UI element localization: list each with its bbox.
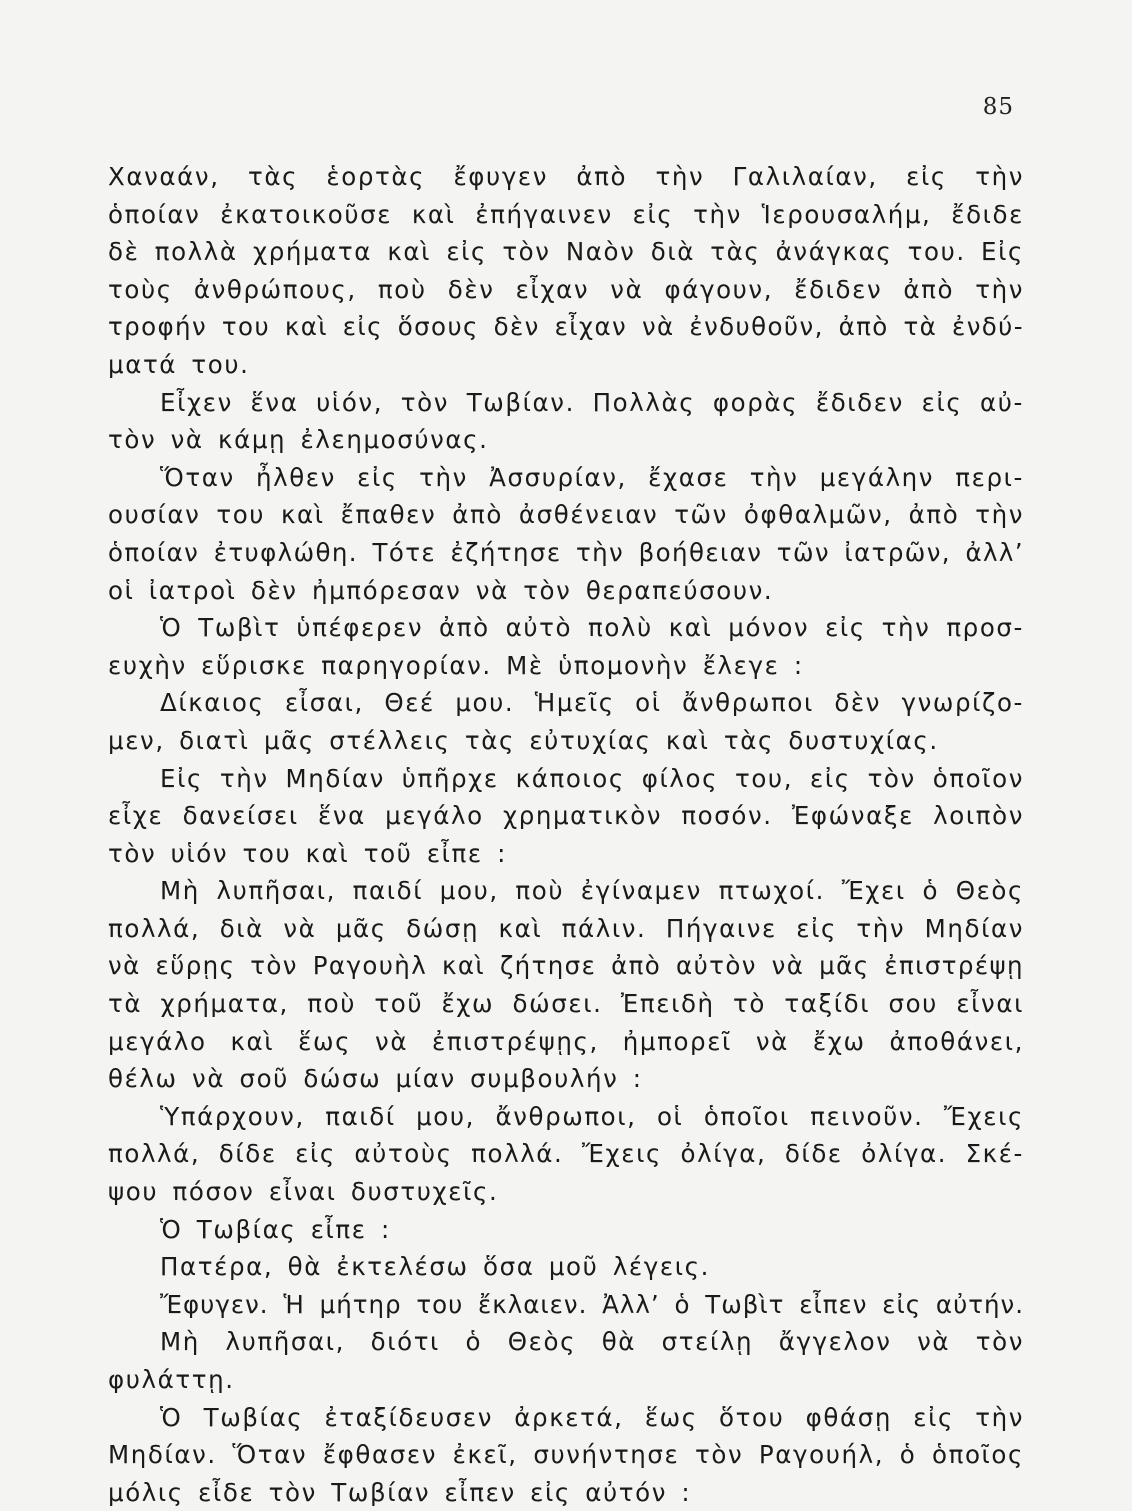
text-line: Μηδίαν. Ὅταν ἔφθασεν ἐκεῖ, συνήντησε τὸν Ραγουήλ, ὁ ὁποῖος [108,1440,1024,1470]
body-text [108,158,1024,1511]
text-line: Πατέρα, θὰ ἐκτελέσω ὅσα μοῦ λέγεις. [160,1252,710,1282]
text-line: ευχὴν εὕρισκε παρηγορίαν. Μὲ ὑπομονὴν ἔλεγε : [108,650,804,680]
text-line: μόλις εἶδε τὸν Τωβίαν εἶπεν εἰς αὐτόν : [108,1477,692,1507]
text-line: πολλά, δίδε εἰς αὐτοὺς πολλά. Ἔχεις ὀλίγα, δίδε ὀλίγα. Σκέ- [108,1139,1024,1169]
text-line: Ὑπάρχουν, παιδί μου, ἄνθρωποι, οἱ ὁποῖοι πεινοῦν. Ἔχεις [160,1101,1024,1131]
text-line: ψου πόσον εἶναι δυστυχεῖς. [108,1177,499,1207]
text-line: τὰ χρήματα, ποὺ τοῦ ἔχω δώσει. Ἐπειδὴ τὸ ταξίδι σου εἶναι [108,989,1024,1019]
text-line: Εἰς τὴν Μηδίαν ὑπῆρχε κάποιος φίλος του, εἰς τὸν ὁποῖον [160,763,1024,793]
text-line: Ὁ Τωβίας εἶπε : [160,1214,391,1244]
text-line: Μὴ λυπῆσαι, παιδί μου, ποὺ ἐγίναμεν πτωχοί. Ἔχει ὁ Θεὸς [160,876,1024,906]
text-line: Χαναάν, τὰς ἑορτὰς ἔφυγεν ἀπὸ τὴν Γαλιλαίαν, εἰς τὴν [108,162,1024,191]
text-line: φυλάττῃ. [108,1365,235,1394]
text-line: Ἔφυγεν. Ἡ μήτηρ του ἔκλαιεν. Ἀλλ’ ὁ Τωβὶτ εἶπεν εἰς αὐτήν. [160,1289,1024,1319]
text-line: Ὁ Τωβίας ἐταξίδευσεν ἀρκετά, ἕως ὅτου φθάσῃ εἰς τὴν [160,1402,1024,1432]
text-line: πολλά, διὰ νὰ μᾶς δώσῃ καὶ πάλιν. Πήγαινε εἰς τὴν Μηδίαν [108,913,1024,943]
text-line: τοὺς ἀνθρώπους, ποὺ δὲν εἶχαν νὰ φάγουν, ἔδιδεν ἀπὸ τὴν [108,274,1024,304]
text-line: Εἶχεν ἕνα υἱόν, τὸν Τωβίαν. Πολλὰς φορὰς ἔδιδεν εἰς αὐ- [160,387,1024,417]
text-line: τροφήν του καὶ εἰς ὅσους δὲν εἶχαν νὰ ἐνδυθοῦν, ἀπὸ τὰ ἐνδύ- [108,312,1024,342]
text-line: Δίκαιος εἶσαι, Θεέ μου. Ἡμεῖς οἱ ἄνθρωποι δὲν γνωρίζο- [160,688,1024,718]
text-line: τὸν νὰ κάμῃ ἐλεημοσύνας. [108,425,489,455]
text-line: μεγάλο καὶ ἕως νὰ ἐπιστρέψῃς, ἠμπορεῖ νὰ ἔχω ἀποθάνει, [108,1026,1024,1056]
text-line: δὲ πολλὰ χρήματα καὶ εἰς τὸν Ναὸν διὰ τὰς ἀνάγκας του. Εἰς [108,237,1024,267]
text-line: ουσίαν του καὶ ἔπαθεν ἀπὸ ἀσθένειαν τῶν ὀφθαλμῶν, ἀπὸ τὴν [108,500,1024,530]
page-number: 85 [982,94,1014,120]
text-line: νὰ εὕρῃς τὸν Ραγουὴλ καὶ ζήτησε ἀπὸ αὐτὸν νὰ μᾶς ἐπιστρέψῃ [108,951,1024,981]
text-line: ὁποίαν ἐτυφλώθη. Τότε ἐζήτησε τὴν βοήθειαν τῶν ἰατρῶν, ἀλλ’ [108,537,1024,567]
text-line: τὸν υἱόν του καὶ τοῦ εἶπε : [108,838,507,868]
text-line: Ὁ Τωβὶτ ὑπέφερεν ἀπὸ αὐτὸ πολὺ καὶ μόνον εἰς τὴν προσ- [160,613,1024,643]
text-line: ματά του. [108,349,250,379]
text-line: μεν, διατὶ μᾶς στέλλεις τὰς εὐτυχίας καὶ τὰς δυστυχίας. [108,725,939,755]
text-line: οἱ ἰατροὶ δὲν ἠμπόρεσαν νὰ τὸν θεραπεύσουν. [108,575,774,605]
text-line: θέλω νὰ σοῦ δώσω μίαν συμβουλήν : [108,1064,643,1094]
text-line: εἶχε δανείσει ἕνα μεγάλο χρηματικὸν ποσόν. Ἐφώναξε λοιπὸν [108,801,1024,831]
text-line: ὁποίαν ἐκατοικοῦσε καὶ ἐπήγαινεν εἰς τὴν Ἱερουσαλήμ, ἔδιδε [108,199,1024,229]
text-line: Μὴ λυπῆσαι, διότι ὁ Θεὸς θὰ στείλῃ ἄγγελον νὰ τὸν [160,1327,1024,1357]
text-line: Ὅταν ἦλθεν εἰς τὴν Ἀσσυρίαν, ἔχασε τὴν μεγάλην περι- [160,462,1024,492]
